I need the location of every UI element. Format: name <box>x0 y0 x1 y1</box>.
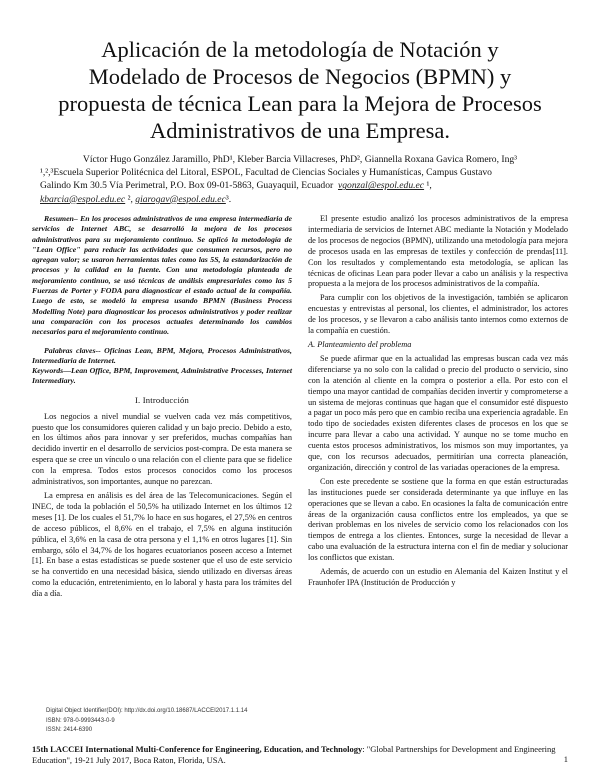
author-address <box>36 179 564 192</box>
page-number: 1 <box>563 754 568 764</box>
doi-metadata <box>46 707 247 736</box>
email-link-2[interactable]: kbarcia@espol.edu.ec <box>40 193 126 205</box>
email-link-3[interactable]: giarogav@espol.edu.ec <box>135 193 226 205</box>
issn-line: ISSN: 2414-6390 <box>46 727 93 733</box>
footer-conference: 15th LACCEI International Multi-Conference for Engineering, Education, and Technology <box>32 744 363 754</box>
paragraph: Además, de acuerdo con un estudio en Alemania del Kaizen Institut y el Fraunhofer IPA (Institución de Producción y <box>308 567 568 587</box>
keywords-english: Keywords—Lean Office, BPM, Improvement, Administrative Processes, Internet Intermediary. <box>32 366 292 386</box>
address-text: Galindo Km 30.5 Vía Perimetral, P.O. Box 09-01-5863, Guayaquil, Ecuador <box>40 180 334 192</box>
email-link-1[interactable]: vgonzal@espol.edu.ec <box>337 180 425 192</box>
paper-title <box>40 36 560 144</box>
email-suffix-2: ², <box>125 193 133 205</box>
title-line: Administrativos de una Empresa. <box>150 118 450 143</box>
doi-line: Digital Object Identifier(DOI): http://dx.doi.org/10.18687/LACCEI2017.1.1.14 <box>46 708 248 714</box>
email-suffix-1: ¹, <box>424 180 432 192</box>
title-line: Modelado de Procesos de Negocios (BPMN) y <box>88 64 512 89</box>
paragraph: La empresa en análisis es del área de las Telecomunicaciones. Según el INEC, de toda la población el 50,5% ha utilizado Internet en los últimos 12 meses [1]. De los cuales el 51,7% lo hace en sus hogares, el 27,5% en centros de acceso públicos, el 8,6% en el trabajo, el 7,5% en alguna institución pública, el 3,6% en la casa de otra persona y el 1,1% en otros lugares [1]. Sin embargo, sólo el 34,7% de los hogares ecuatorianos poseen acceso a Internet [1]. En base a estas estadísticas se puede sostener que el uso de este servicio se ha convertido en una necesidad básica, siendo utilizado en diversas áreas como la educación, entretenimiento, en lo laboral y hasta para los trámites del día a día. <box>32 491 292 599</box>
page-footer <box>32 744 568 765</box>
left-column <box>32 214 292 603</box>
author-emails <box>36 193 564 206</box>
paragraph: Se puede afirmar que en la actualidad las empresas buscan cada vez más diferenciarse ya no solo con la calidad o precio del producto o servicio, sino con la atención al cliente en la compra o posterior a ella. Por esto con el tiempo una mayor cantidad de compañías deciden invertir y comprometerse a un sistema de mejoras continuas que hagan que el consumidor esté dispuesto a pagar un poco más pero que en cambio reciba una experiencia agradable. En todo tipo de sociedades existen diferentes clases de procesos en los que se incurre para llevar a cabo una actividad. Y aunque no se tome mucho en cuenta estos procesos administrativos, los mismos son muy importantes, ya que, con los recursos adecuados, permitirían una correcta planeación, organización, dirección y control de las variadas operaciones de la empresa. <box>308 353 568 472</box>
section-heading: I. Introducción <box>134 394 190 405</box>
abstract-text: Resumen– En los procesos administrativos de una empresa intermediaria de servicios de Internet ABC, se desarrolló la mejora de los procesos administrativos para su mejoramiento continuo. Se aplicó la metodología de "Lean Office" para reducir las actividades que consumen recursos, pero no agregan valor; se usaron herramientas tales como las 5S, la estandarización de procesos y la calidad en la fuente. Con una metodología planteada de mejoramiento continuo, se usó técnicas de análisis empresariales como las 5 Fuerzas de Porter y FODA para diagnosticar el estado actual de la compañía. Luego de esto, se modeló la empresa usando BPMN (Business Process Modelling Note) para diagnosticar los procesos administrativos y poder realizar una comparación con los procesos actuales determinando los cambios necesarios para el mejoramiento continuo. <box>32 214 292 337</box>
author-block <box>36 153 564 206</box>
subsection-heading: A. Planteamiento del problema <box>308 339 412 349</box>
author-names: Víctor Hugo González Jaramillo, PhD¹, Kleber Barcia Villacreses, PhD², Giannella Roxana Gavica Romero, Ing³ <box>82 154 518 165</box>
paragraph: Con este precedente se sostiene que la forma en que están estructuradas las instituciones puede ser considerada determinante ya que influye en las operaciones que se llevan a cabo. En ocasiones la falta de comunicación entre áreas de la organización causa conflictos entre los empleados, ya que se derivan problemas en los niveles de servicio como los relacionados con los tiempos de entrega a los clientes. Entonces, surge la necesidad de llevar a cabo una evaluación de la estructura interna con el fin de mediar y solucionar los conflictos que existan. <box>308 476 568 563</box>
title-line: Aplicación de la metodología de Notación y <box>101 37 499 62</box>
paragraph: El presente estudio analizó los procesos administrativos de la empresa intermediaria de servicios de Internet ABC mediante la Notación y Modelado de los procesos de negocios (BPMN), utilizando una metodología para mejora de procesos usada en las empresas de textiles y confección de prendas[11]. Con los resultados y complementando esta metodología, se aplican las técnicas de oficinas Lean para poder llevar a cabo un análisis y la respectiva propuesta a la mejora de los procesos administrativos de la compañía. <box>308 214 568 289</box>
keywords <box>32 346 292 387</box>
isbn-line: ISBN: 978-0-9993443-0-9 <box>46 717 115 724</box>
right-column <box>308 214 568 592</box>
footer-theme: : "Global Partnerships for Development and Engineering Education", 19-21 July 2017, Boca Raton, Florida, USA. <box>32 744 556 765</box>
author-affiliation: ¹,²,³Escuela Superior Politécnica del Litoral, ESPOL, Facultad de Ciencias Sociales y Humanísticas, Campus Gustavo <box>40 167 492 179</box>
title-line: propuesta de técnica Lean para la Mejora de Procesos <box>58 91 542 116</box>
paragraph: Para cumplir con los objetivos de la investigación, también se aplicaron encuestas y entrevistas al personal, los clientes, el administrador, los actores de los procesos, y se llevaron a cabo análisis tanto internos como externos de la compañía en cuestión. <box>308 293 568 336</box>
abstract <box>32 214 292 338</box>
paragraph: Los negocios a nivel mundial se vuelven cada vez más competitivos, puesto que los consumidores quieren calidad y un bajo precio. Debido a esto, en los últimos años para innovar y ser preferidos, muchas compañías han decidido invertir en el desarrollo de servicios post-compra. De esta manera se espera que se cree un vínculo o una relación con el cliente para que se fidelice con la empresa. Todos estos procesos conocidos como los procesos administrativos, son importantes, aunque no parezcan. <box>32 411 292 487</box>
keywords-spanish: Palabras claves-- Oficinas Lean, BPM, Mejora, Procesos Administrativos, Intermediaria de Internet. <box>32 345 292 365</box>
email-suffix-3: ³. <box>225 193 232 205</box>
